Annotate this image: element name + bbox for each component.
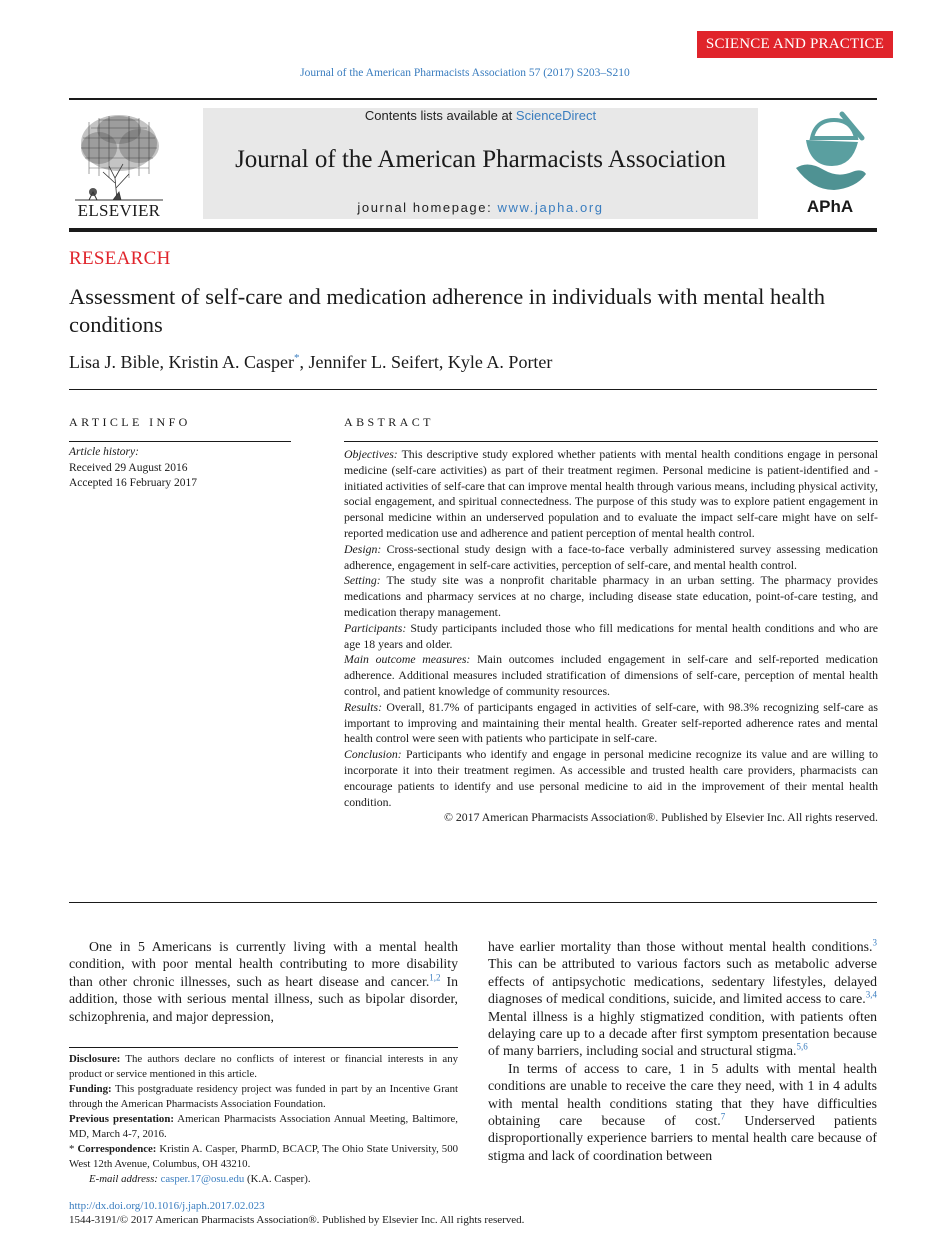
article-info-rule [69,441,291,442]
body-paragraph [69,938,458,1025]
corresponding-author-mark[interactable]: * [293,352,300,364]
abstract-participants [344,621,878,653]
footnote-label: Disclosure: [69,1053,121,1065]
footnote-text: American Pharmacists Association Annual Meeting, Baltimore, MD, March 4-7, 2016. [69,1113,458,1140]
issn-copyright: 1544-3191/© 2017 American Pharmacists Association®. Published by Elsevier Inc. All rights reserved. [69,1214,525,1226]
citation-ref[interactable]: 1,2 [429,972,441,983]
header-top-rule [69,98,877,100]
accepted-date: Accepted 16 February 2017 [69,477,198,489]
citation-ref[interactable]: 7 [720,1111,726,1122]
body-text: In addition, those with serious mental illness, such as bipolar disorder, schizophrenia, and major depression, [69,973,458,1024]
abstract-conclusion [344,747,878,810]
citation-ref[interactable]: 3 [872,937,877,948]
abstract-text: Study participants included those who fill medications for mental health conditions and who are age 18 years and older. [344,620,879,651]
footnote-mark: * [69,1143,78,1155]
body-text: Underserved patients disproportionally experience barriers to mental health care because of stigma and lack of coordination between [488,1113,877,1163]
authors-part-2: , Jennifer L. Seifert, Kyle A. Porter [299,352,553,372]
abstract-setting [344,573,878,620]
body-paragraph [488,938,877,1060]
section-badge: SCIENCE AND PRACTICE [697,31,893,58]
journal-title: Journal of the American Pharmacists Association [235,146,726,173]
abstract-text: Overall, 81.7% of participants engaged in activities of self-care, with 98.3% recognizing self-care as important to improving and maintaining their mental health. Greater self-reported adherence rates and mental health control were seen with patients who participate in self-care. [344,699,878,746]
doi-link[interactable]: http://dx.doi.org/10.1016/j.japh.2017.02.023 [69,1200,265,1212]
apha-mortar-pestle-logo [790,110,870,200]
abstract-label: Design: [344,541,382,556]
body-text: This can be attributed to various factors such as metabolic adverse effects of antipsychotic medications, sedentary lifestyles, delayed diagnoses of medical conditions, suicide, and limited access to care. [488,956,877,1007]
article-title: Assessment of self-care and medication adherence in individuals with mental health conditions [69,284,826,337]
abstract-text: Participants who identify and engage in personal medicine recognize its value and are willing to incorporate it into their treatment regimen. As accessible and trusted health care providers, pharmacists can encourage patients to identify and use personal medicine to aid in the improvement of their mental health condition. [344,747,879,809]
body-text: have earlier mortality than those without mental health conditions. [488,939,873,954]
history-label: Article history: [69,446,139,458]
body-text: Mental illness is a highly stigmatized condition, with patients often delaying care up to a decade after first symptom presentation because of many barriers, including social and structural stigma. [488,1008,877,1059]
abstract-text: This descriptive study explored whether patients with mental health conditions engage in personal medicine (self-care activities) as part of their treatment regimen. Personal medicine is patient-identified and -initiated activities of self-care that can improve mental health through various means, including physical activity, social engagement, and spiritual connectedness. The purpose of this study was to explore patient engagement in personal medicine within an underserved population and to evaluate the impact self-care might have on self-reported medication use and adherence and patient perception of mental health control. [344,447,878,540]
body-paragraph [488,1060,877,1164]
homepage-line [203,200,758,215]
abstract-text: Main outcomes included engagement in self-care and self-reported medication adherence. Additional measures included stratification of dimensions of self-care, perception of mental health control, and patient knowledge of community resources. [344,652,878,698]
elsevier-wordmark: ELSEVIER [77,201,161,220]
footnote-text: (K.A. Casper). [244,1173,311,1185]
abstract-rule [344,441,878,442]
article-info-heading: ARTICLE INFO [69,415,191,429]
footnote-text: The authors declare no conflicts of interest or financial interests in any product or service mentioned in this article. [69,1053,458,1080]
citation-ref[interactable]: 3,4 [865,989,877,1000]
contents-prefix: Contents lists available at [364,108,516,123]
body-column-left [69,938,458,1025]
homepage-link[interactable]: www.japha.org [497,200,604,215]
article-type-label: RESEARCH [69,248,171,269]
authors-divider [69,389,877,390]
footnote-label: Funding: [69,1083,112,1095]
contents-line [203,108,758,123]
homepage-prefix: journal homepage: [357,200,498,215]
article-history [69,445,291,492]
body-text: One in 5 Americans is currently living with a mental health condition, with poor mental health contributing to more disability than other chronic illnesses, such as heart disease and cancer. [69,939,458,989]
journal-masthead [203,108,758,219]
footnotes [69,1052,458,1187]
abstract-label: Results: [344,699,383,714]
footnote-email [69,1172,458,1187]
abstract-heading: ABSTRACT [344,415,434,429]
footnote-correspondence [69,1142,458,1172]
footnote-label: Previous presentation: [69,1113,174,1125]
abstract-objectives [344,447,878,542]
abstract-label: Setting: [344,573,381,588]
footnote-text: Kristin A. Casper, PharmD, BCACP, The Ohio State University, 500 West 12th Avenue, Columbus, OH 43210. [69,1143,458,1170]
body-text: In terms of access to care, 1 in 5 adults with mental health conditions are unable to receive the care they need, with 1 in 4 adults with mental health conditions stating that they have difficulties obtaining care because of cost. [488,1060,877,1129]
body-column-right [488,938,877,1164]
received-date: Received 29 August 2016 [69,461,188,474]
footnote-text: This postgraduate residency project was funded in part by an Incentive Grant through the American Pharmacists Association Foundation. [69,1083,458,1110]
journal-citation[interactable]: Journal of the American Pharmacists Association 57 (2017) S203–S210 [300,67,630,79]
abstract-text: The study site was a nonprofit charitable pharmacy in an urban setting. The pharmacy provides medications and pharmacy services at no charge, including disease state education, point-of-care testing, and medication therapy management. [344,573,878,619]
abstract-label: Conclusion: [344,747,402,762]
footnote-disclosure [69,1052,458,1082]
abstract-outcome-measures [344,652,878,699]
footnote-funding [69,1082,458,1112]
citation-ref[interactable]: 5,6 [796,1041,808,1052]
authors-part-1: Lisa J. Bible, Kristin A. Casper [69,352,294,372]
apha-wordmark: APhA [806,197,854,216]
footnote-label: Correspondence: [77,1143,157,1155]
author-list [69,352,552,373]
abstract-body [344,447,878,826]
abstract-results [344,700,878,747]
abstract-label: Participants: [344,620,407,635]
footnote-rule [69,1047,458,1048]
abstract-bottom-rule [69,902,877,903]
header-bottom-rule [69,228,877,232]
abstract-text: Cross-sectional study design with a face-to-face verbally administered survey assessing medication adherence, engagement in self-care activities, perception of self-care, and mental health control. [344,541,878,572]
footnote-presentation [69,1112,458,1142]
footnote-label: E-mail address: [89,1173,158,1185]
email-link[interactable]: casper.17@osu.edu [160,1173,245,1185]
abstract-copyright: © 2017 American Pharmacists Association®. Published by Elsevier Inc. All rights reserved. [443,810,878,825]
abstract-label: Main outcome measures: [344,652,471,667]
abstract-design [344,542,878,574]
abstract-label: Objectives: [344,447,398,461]
sciencedirect-link[interactable]: ScienceDirect [515,108,597,123]
